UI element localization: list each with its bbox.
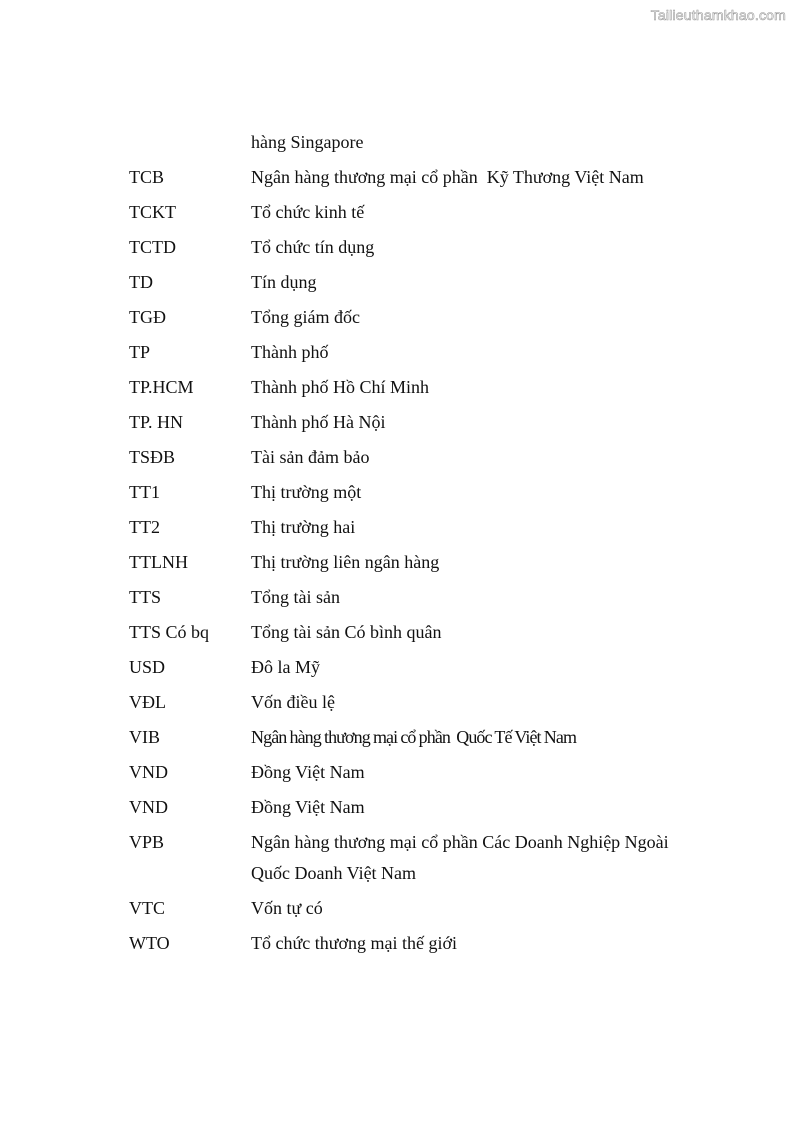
abbreviation: VND — [129, 762, 168, 782]
meaning: Thành phố Hà Nội — [251, 412, 386, 432]
abbreviation: WTO — [129, 933, 170, 953]
list-item — [129, 722, 729, 753]
abbreviation-list — [129, 127, 729, 963]
abbreviation: VPB — [129, 832, 165, 852]
abbreviation: TTLNH — [129, 552, 188, 572]
meaning: Tài sản đảm bảo — [251, 447, 370, 467]
list-item — [129, 893, 729, 924]
meaning: Tổ chức tín dụng — [251, 237, 375, 257]
list-item — [129, 302, 729, 333]
list-item — [129, 827, 729, 889]
list-item — [129, 267, 729, 298]
meaning: Đô la Mỹ — [251, 657, 320, 677]
meaning: Ngân hàng thương mại cổ phần Kỹ Thương Việt Nam — [251, 167, 644, 187]
abbreviation: TP. HN — [129, 412, 184, 432]
list-item — [129, 372, 729, 403]
meaning: Ngân hàng thương mại cổ phần Các Doanh Nghiệp Ngoài Quốc Doanh Việt Nam — [251, 832, 669, 883]
abbreviation: VND — [129, 797, 168, 817]
abbreviation: TCB — [129, 167, 165, 187]
abbreviation: TSĐB — [129, 447, 176, 467]
meaning: Đồng Việt Nam — [251, 797, 365, 817]
meaning: Vốn tự có — [251, 898, 323, 918]
watermark-text: Tailieuthamkhao.com — [650, 7, 786, 23]
meaning: Tổ chức kinh tế — [251, 202, 365, 222]
list-item — [129, 232, 729, 263]
abbreviation: TT2 — [129, 517, 160, 537]
list-item — [129, 652, 729, 683]
meaning: Vốn điều lệ — [251, 692, 335, 712]
abbreviation: TCKT — [129, 202, 176, 222]
list-item — [129, 197, 729, 228]
abbreviation: USD — [129, 657, 166, 677]
list-item — [129, 582, 729, 613]
meaning: hàng Singapore — [251, 132, 364, 152]
meaning: Tổng giám đốc — [251, 307, 360, 327]
abbreviation: VĐL — [129, 692, 166, 712]
list-item — [129, 547, 729, 578]
meaning: Tổ chức thương mại thế giới — [251, 933, 458, 953]
meaning: Tổng tài sản Có bình quân — [251, 622, 442, 642]
meaning: Thành phố Hồ Chí Minh — [251, 377, 429, 397]
list-item — [129, 407, 729, 438]
abbreviation: TTS — [129, 587, 162, 607]
list-item — [129, 512, 729, 543]
list-item — [129, 477, 729, 508]
abbreviation: TTS Có bq — [129, 622, 210, 642]
abbreviation: TGĐ — [129, 307, 166, 327]
list-item — [129, 792, 729, 823]
abbreviation: TP — [129, 342, 151, 362]
meaning: Tổng tài sản — [251, 587, 340, 607]
meaning: Đồng Việt Nam — [251, 762, 365, 782]
list-item — [129, 757, 729, 788]
list-item — [129, 928, 729, 959]
abbreviation: VTC — [129, 898, 165, 918]
meaning: Thị trường một — [251, 482, 362, 502]
list-item — [129, 442, 729, 473]
meaning: Ngân hàng thương mại cổ phần Quốc Tế Việt Nam — [251, 727, 577, 747]
list-item — [129, 687, 729, 718]
list-item — [129, 337, 729, 368]
meaning: Thành phố — [251, 342, 329, 362]
abbreviation: TT1 — [129, 482, 160, 502]
list-item — [129, 127, 729, 158]
abbreviation: TCTD — [129, 237, 176, 257]
list-item — [129, 162, 729, 193]
abbreviation: TP.HCM — [129, 377, 194, 397]
meaning: Thị trường liên ngân hàng — [251, 552, 440, 572]
list-item — [129, 617, 729, 648]
meaning: Thị trường hai — [251, 517, 356, 537]
abbreviation: TD — [129, 272, 153, 292]
abbreviation: VIB — [129, 727, 160, 747]
meaning: Tín dụng — [251, 272, 317, 292]
